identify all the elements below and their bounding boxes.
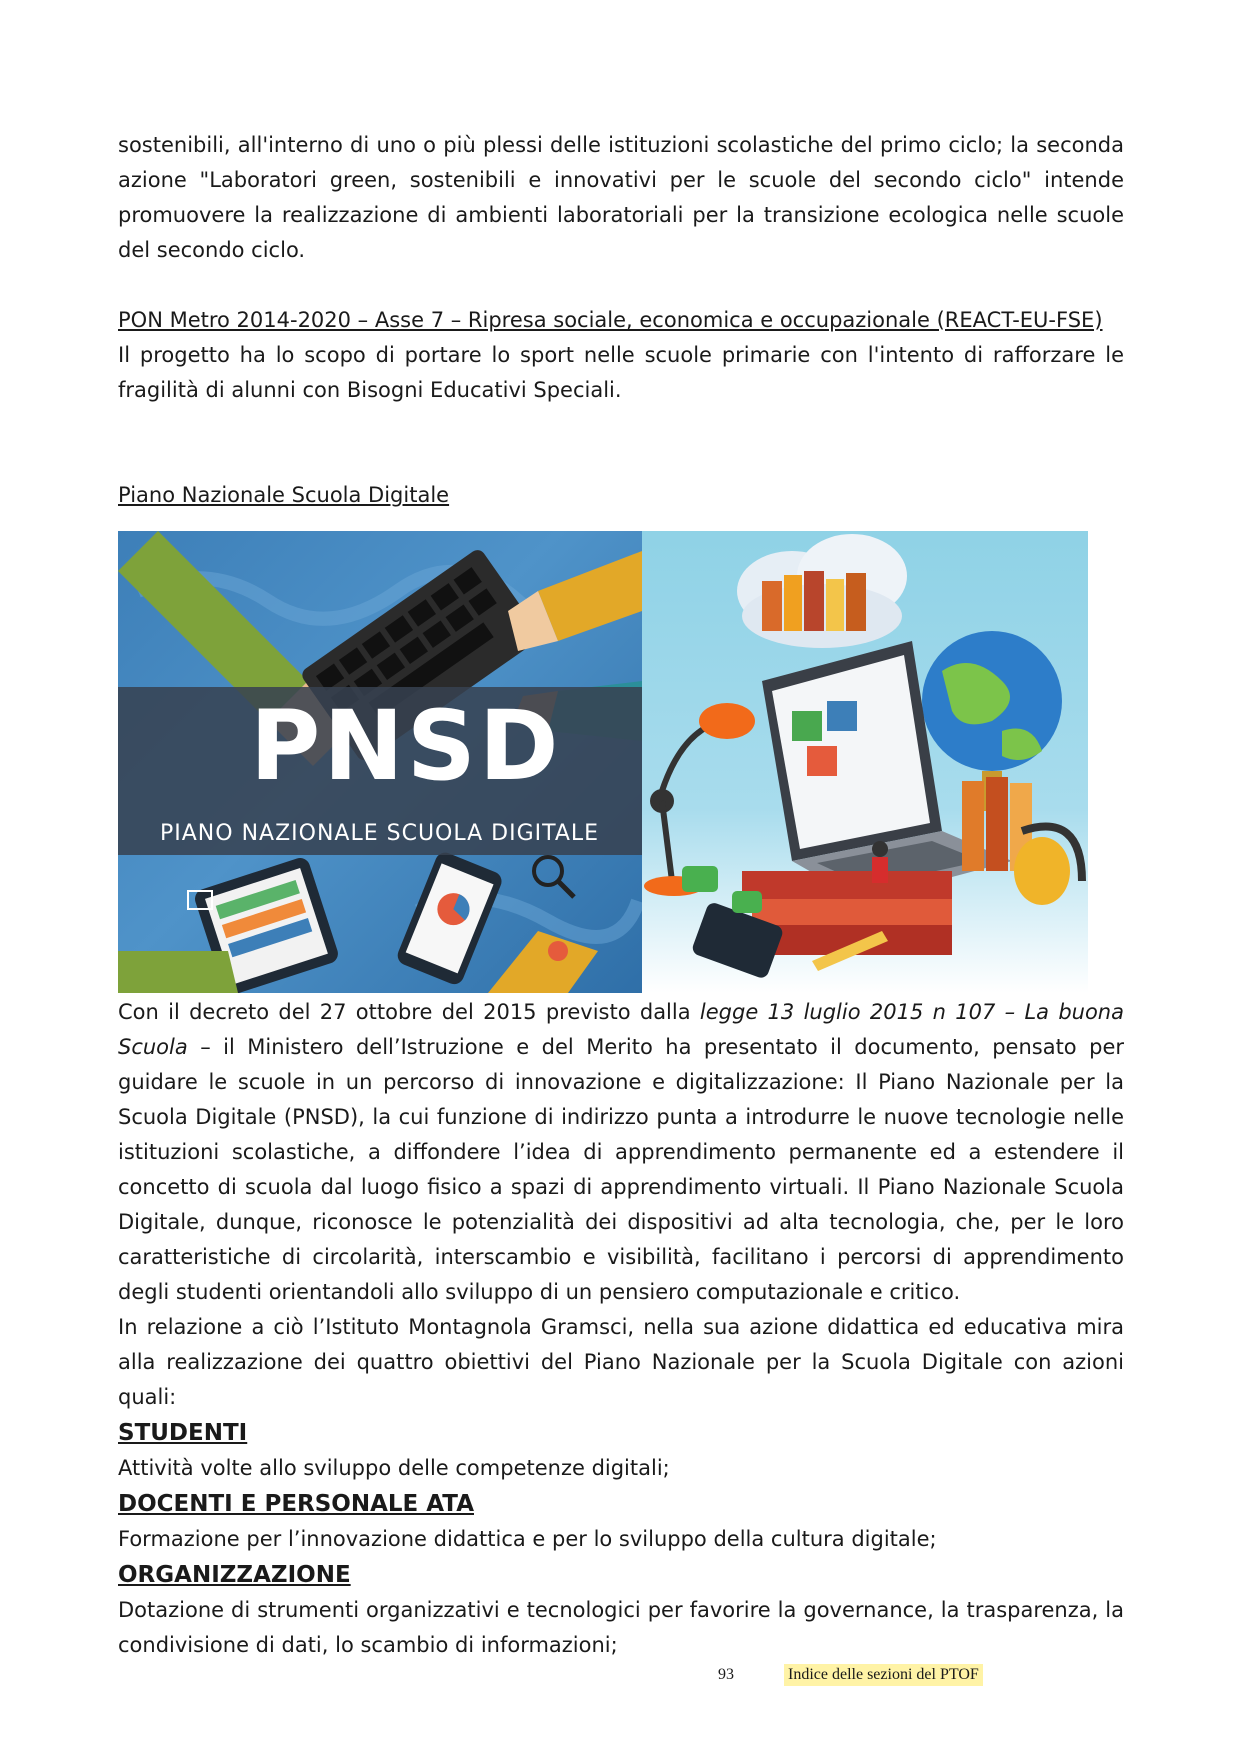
- page-footer: [0, 1664, 1243, 1690]
- objective-title-studenti: STUDENTI: [118, 1420, 248, 1446]
- toc-link[interactable]: Indice delle sezioni del PTOF: [784, 1664, 983, 1686]
- digital-learning-illustration: [642, 531, 1088, 993]
- objective-title-docenti: DOCENTI E PERSONALE ATA: [118, 1491, 474, 1517]
- law-reference: legge 13 luglio 2015 n 107 – La buona Scuola: [118, 1000, 1124, 1059]
- pnsd-text-after-reference: – il Ministero dell’Istruzione e del Merito ha presentato il documento, pensato per guidare le scuole in un percorso di innovazione e digitalizzazione: Il Piano Nazionale per la Scuola Digitale (PNSD), la cui funzione di indirizzo punta a introdurre le nuove tecnologie nelle istituzioni scolastiche, a diffondere l’idea di apprendimento permanente ed a estendere il concetto di scuola dal luogo fisico a spazi di apprendimento virtuali. Il Piano Nazionale Scuola Digitale, dunque, riconosce le potenzialità dei dispositivi ad alta tecnologia, che, per le loro caratteristiche di circolarità, interscambio e visibilità, facilitano i percorsi di apprendimento degli studenti orientandoli allo sviluppo di un pensiero computazionale e critico.: [118, 1035, 1124, 1304]
- objective-description-studenti: Attività volte allo sviluppo delle competenze digitali;: [118, 1456, 670, 1480]
- pnsd-main-paragraph: [118, 995, 1124, 1310]
- intro-paragraph: sostenibili, all'interno di uno o più plessi delle istituzioni scolastiche del primo ciclo; la seconda azione "Laboratori green, sostenibili e innovativi per le scuole del secondo ciclo" intende promuovere la realizzazione di ambienti laboratoriali per la transizione ecologica nelle scuole del secondo ciclo.: [118, 133, 1124, 262]
- page-number: 93: [718, 1666, 734, 1683]
- pnsd-image: [118, 531, 1088, 993]
- objective-title-organizzazione: ORGANIZZAZIONE: [118, 1562, 351, 1588]
- pon-description: Il progetto ha lo scopo di portare lo sport nelle scuole primarie con l'intento di rafforzare le fragilità di alunni con Bisogni Educativi Speciali.: [118, 343, 1124, 402]
- relation-paragraph: In relazione a ciò l’Istituto Montagnola Gramsci, nella sua azione didattica ed educativa mira alla realizzazione dei quattro obiettivi del Piano Nazionale per la Scuola Digitale con azioni quali:: [118, 1315, 1124, 1409]
- pnsd-image-subtitle: PIANO NAZIONALE SCUOLA DIGITALE: [160, 821, 600, 846]
- pnsd-image-left-panel: [118, 531, 642, 993]
- pon-heading-link[interactable]: PON Metro 2014-2020 – Asse 7 – Ripresa sociale, economica e occupazionale (REACT-EU-FSE): [118, 308, 1103, 332]
- pnsd-heading-link[interactable]: Piano Nazionale Scuola Digitale: [118, 483, 450, 507]
- pnsd-text-before-reference: Con il decreto del 27 ottobre del 2015 previsto dalla: [118, 1000, 700, 1024]
- document-page: [118, 128, 1124, 1663]
- objective-description-docenti: Formazione per l’innovazione didattica e per lo sviluppo della cultura digitale;: [118, 1527, 937, 1551]
- pnsd-image-right-panel: [642, 531, 1088, 993]
- pnsd-image-title: PNSD: [250, 690, 562, 802]
- objective-description-organizzazione: Dotazione di strumenti organizzativi e tecnologici per favorire la governance, la trasparenza, la condivisione di dati, lo scambio di informazioni;: [118, 1598, 1124, 1657]
